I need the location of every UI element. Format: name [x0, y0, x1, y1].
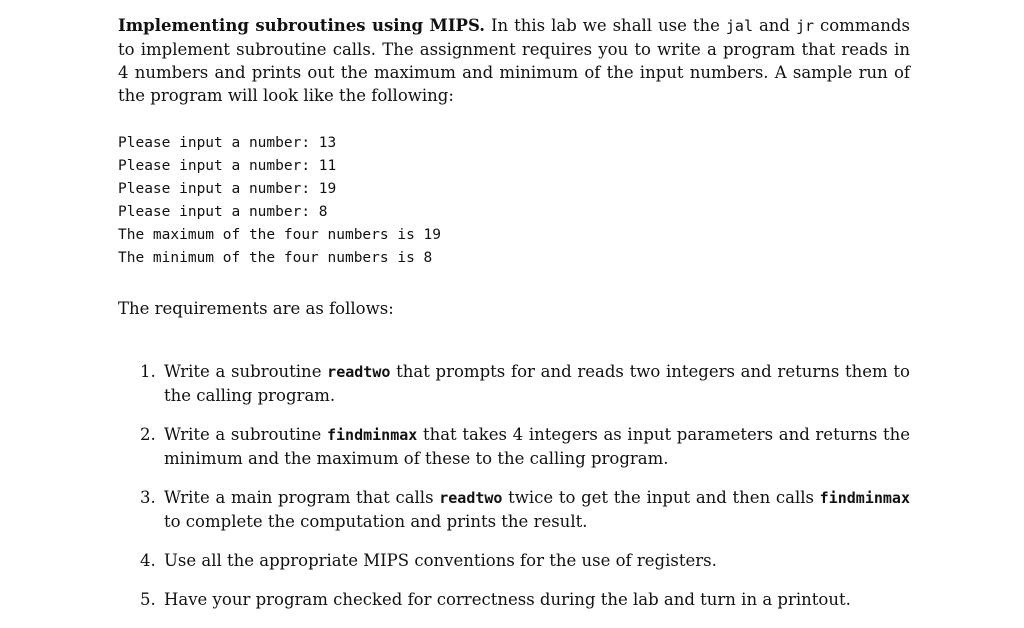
sample-line: Please input a number: 19	[118, 181, 337, 197]
requirement-text: twice to get the input and then calls	[502, 488, 820, 507]
sample-run	[118, 132, 910, 270]
intro-text-3: commands to implement subroutine calls. The assignment requires you to write a program that reads in 4 numbers and prints out the maximum and minimum of the input numbers. A sample run of the program will look like the following:	[118, 16, 910, 105]
requirement-text: Write a subroutine	[164, 362, 328, 381]
requirement-text: to complete the computation and prints the result.	[164, 512, 588, 531]
requirement-number: 5.	[140, 590, 156, 609]
code-jal: jal	[725, 17, 753, 35]
sample-line: Please input a number: 13	[118, 135, 337, 151]
document-page	[118, 14, 910, 627]
requirements-intro: The requirements are as follows:	[118, 299, 394, 318]
requirement-item	[118, 549, 910, 572]
requirement-item	[118, 423, 910, 470]
requirement-number: 4.	[140, 551, 156, 570]
requirement-number: 1.	[140, 362, 156, 381]
code-readtwo: readtwo	[439, 489, 503, 507]
requirement-text: Write a subroutine	[164, 425, 327, 444]
requirement-item	[118, 486, 910, 533]
requirements-list	[118, 360, 910, 611]
sample-line: Please input a number: 8	[118, 204, 328, 220]
requirement-item	[118, 588, 910, 611]
sample-line: Please input a number: 11	[118, 158, 337, 174]
code-findminmax: findminmax	[326, 426, 418, 444]
intro-title: Implementing subroutines using MIPS.	[118, 16, 486, 35]
requirement-item	[118, 360, 910, 407]
intro-text-1: In this lab we shall use the	[485, 16, 726, 35]
requirement-text: that prompts for and reads two integers and returns them to the calling program.	[164, 362, 910, 405]
code-readtwo: readtwo	[327, 363, 391, 381]
code-findminmax: findminmax	[819, 489, 910, 507]
requirement-text: that takes 4 integers as input parameters and returns the minimum and the maximum of these to the calling program.	[164, 425, 910, 468]
requirement-text: Have your program checked for correctness during the lab and turn in a printout.	[164, 590, 851, 609]
requirement-text: Write a main program that calls	[164, 488, 440, 507]
requirement-number: 2.	[140, 425, 156, 444]
intro-paragraph	[118, 14, 910, 107]
requirement-text: Use all the appropriate MIPS conventions for the use of registers.	[164, 551, 717, 570]
code-jr: jr	[795, 17, 815, 35]
sample-line: The maximum of the four numbers is 19	[118, 227, 442, 243]
sample-line: The minimum of the four numbers is 8	[118, 250, 433, 266]
intro-text-2: and	[752, 16, 796, 35]
requirement-number: 3.	[140, 488, 156, 507]
